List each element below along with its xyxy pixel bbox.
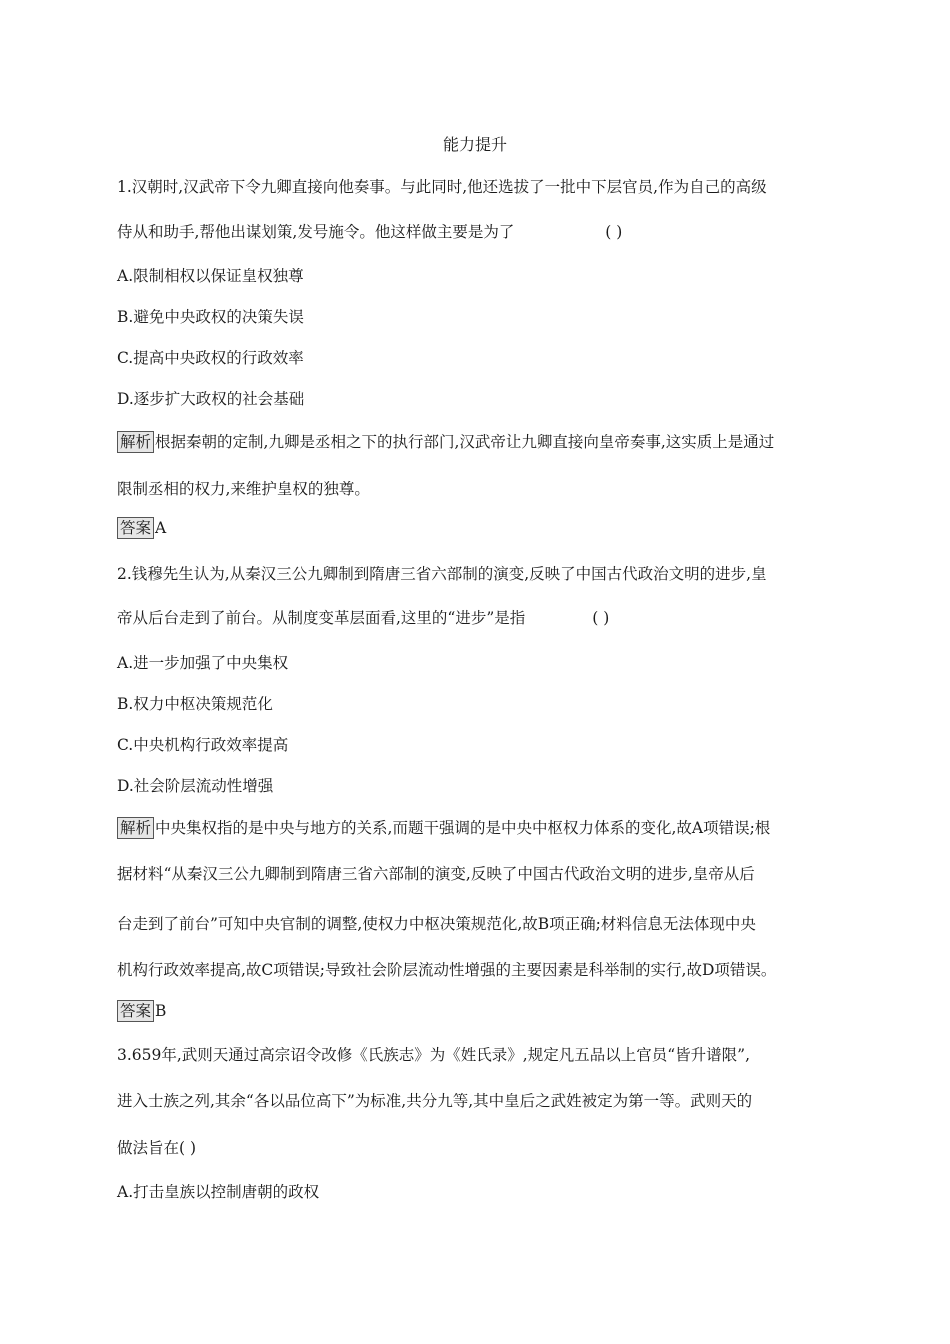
q2-analysis-line-4: 机构行政效率提高,故C项错误;导致社会阶层流动性增强的主要因素是科举制的实行,故D项错误。 [117,961,777,979]
q2-answer-blank: ( ) [592,609,610,627]
q3-stem-line-1: 3.659年,武则天通过高宗诏令改修《氏族志》为《姓氏录》,规定凡五品以上官员“皆升谱限”, [117,1046,751,1064]
q2-option-d: D.社会阶层流动性增强 [117,777,274,795]
q1-option-d: D.逐步扩大政权的社会基础 [117,390,305,408]
q2-option-a: A.进一步加强了中央集权 [117,654,289,672]
q2-stem-line-2 [117,606,609,628]
q2-analysis-line-1 [117,816,770,839]
q1-analysis-line-1 [117,430,774,453]
q2-stem-line-1: 2.钱穆先生认为,从秦汉三公九卿制到隋唐三省六部制的演变,反映了中国古代政治文明的进步,皇 [117,565,767,583]
q1-analysis-text: 根据秦朝的定制,九卿是丞相之下的执行部门,汉武帝让九卿直接向皇帝奏事,这实质上是通过 [155,433,775,451]
q2-analysis-text: 中央集权指的是中央与地方的关系,而题干强调的是中央中枢权力体系的变化,故A项错误;根 [155,819,771,837]
q2-analysis-line-2: 据材料“从秦汉三公九卿制到隋唐三省六部制的演变,反映了中国古代政治文明的进步,皇帝从后 [117,865,755,883]
q3-stem-line-2: 进入士族之列,其余“各以品位高下”为标准,共分九等,其中皇后之武姓被定为第一等。武则天的 [117,1092,753,1110]
q2-option-b: B.权力中枢决策规范化 [117,695,273,713]
q2-answer: B [155,1002,167,1020]
q1-option-b: B.避免中央政权的决策失误 [117,308,304,326]
answer-tag: 答案 [117,1000,154,1022]
q2-answer-line [117,1000,166,1022]
analysis-tag: 解析 [117,817,154,839]
q1-stem-text: 侍从和助手,帮他出谋划策,发号施令。他这样做主要是为了 [117,223,515,241]
q3-option-a: A.打击皇族以控制唐朝的政权 [117,1183,320,1201]
q2-option-c: C.中央机构行政效率提高 [117,736,289,754]
q1-option-a: A.限制相权以保证皇权独尊 [117,267,304,285]
q2-analysis-line-3: 台走到了前台”可知中央官制的调整,使权力中枢决策规范化,故B项正确;材料信息无法体现中央 [117,915,756,933]
q2-stem-text: 帝从后台走到了前台。从制度变革层面看,这里的“进步”是指 [117,609,526,627]
q1-stem-line-2 [117,220,622,242]
q1-option-c: C.提高中央政权的行政效率 [117,349,304,367]
analysis-tag: 解析 [117,431,154,453]
q1-answer: A [155,519,167,537]
q1-answer-blank: ( ) [605,223,623,241]
answer-tag: 答案 [117,517,154,539]
q1-analysis-line-2: 限制丞相的权力,来维护皇权的独尊。 [117,480,370,498]
q3-stem-line-3: 做法旨在( ) [117,1139,197,1157]
q1-answer-line [117,517,166,539]
page-title: 能力提升 [442,135,507,154]
q1-stem-line-1: 1.汉朝时,汉武帝下令九卿直接向他奏事。与此同时,他还选拔了一批中下层官员,作为自己的高级 [117,178,767,196]
